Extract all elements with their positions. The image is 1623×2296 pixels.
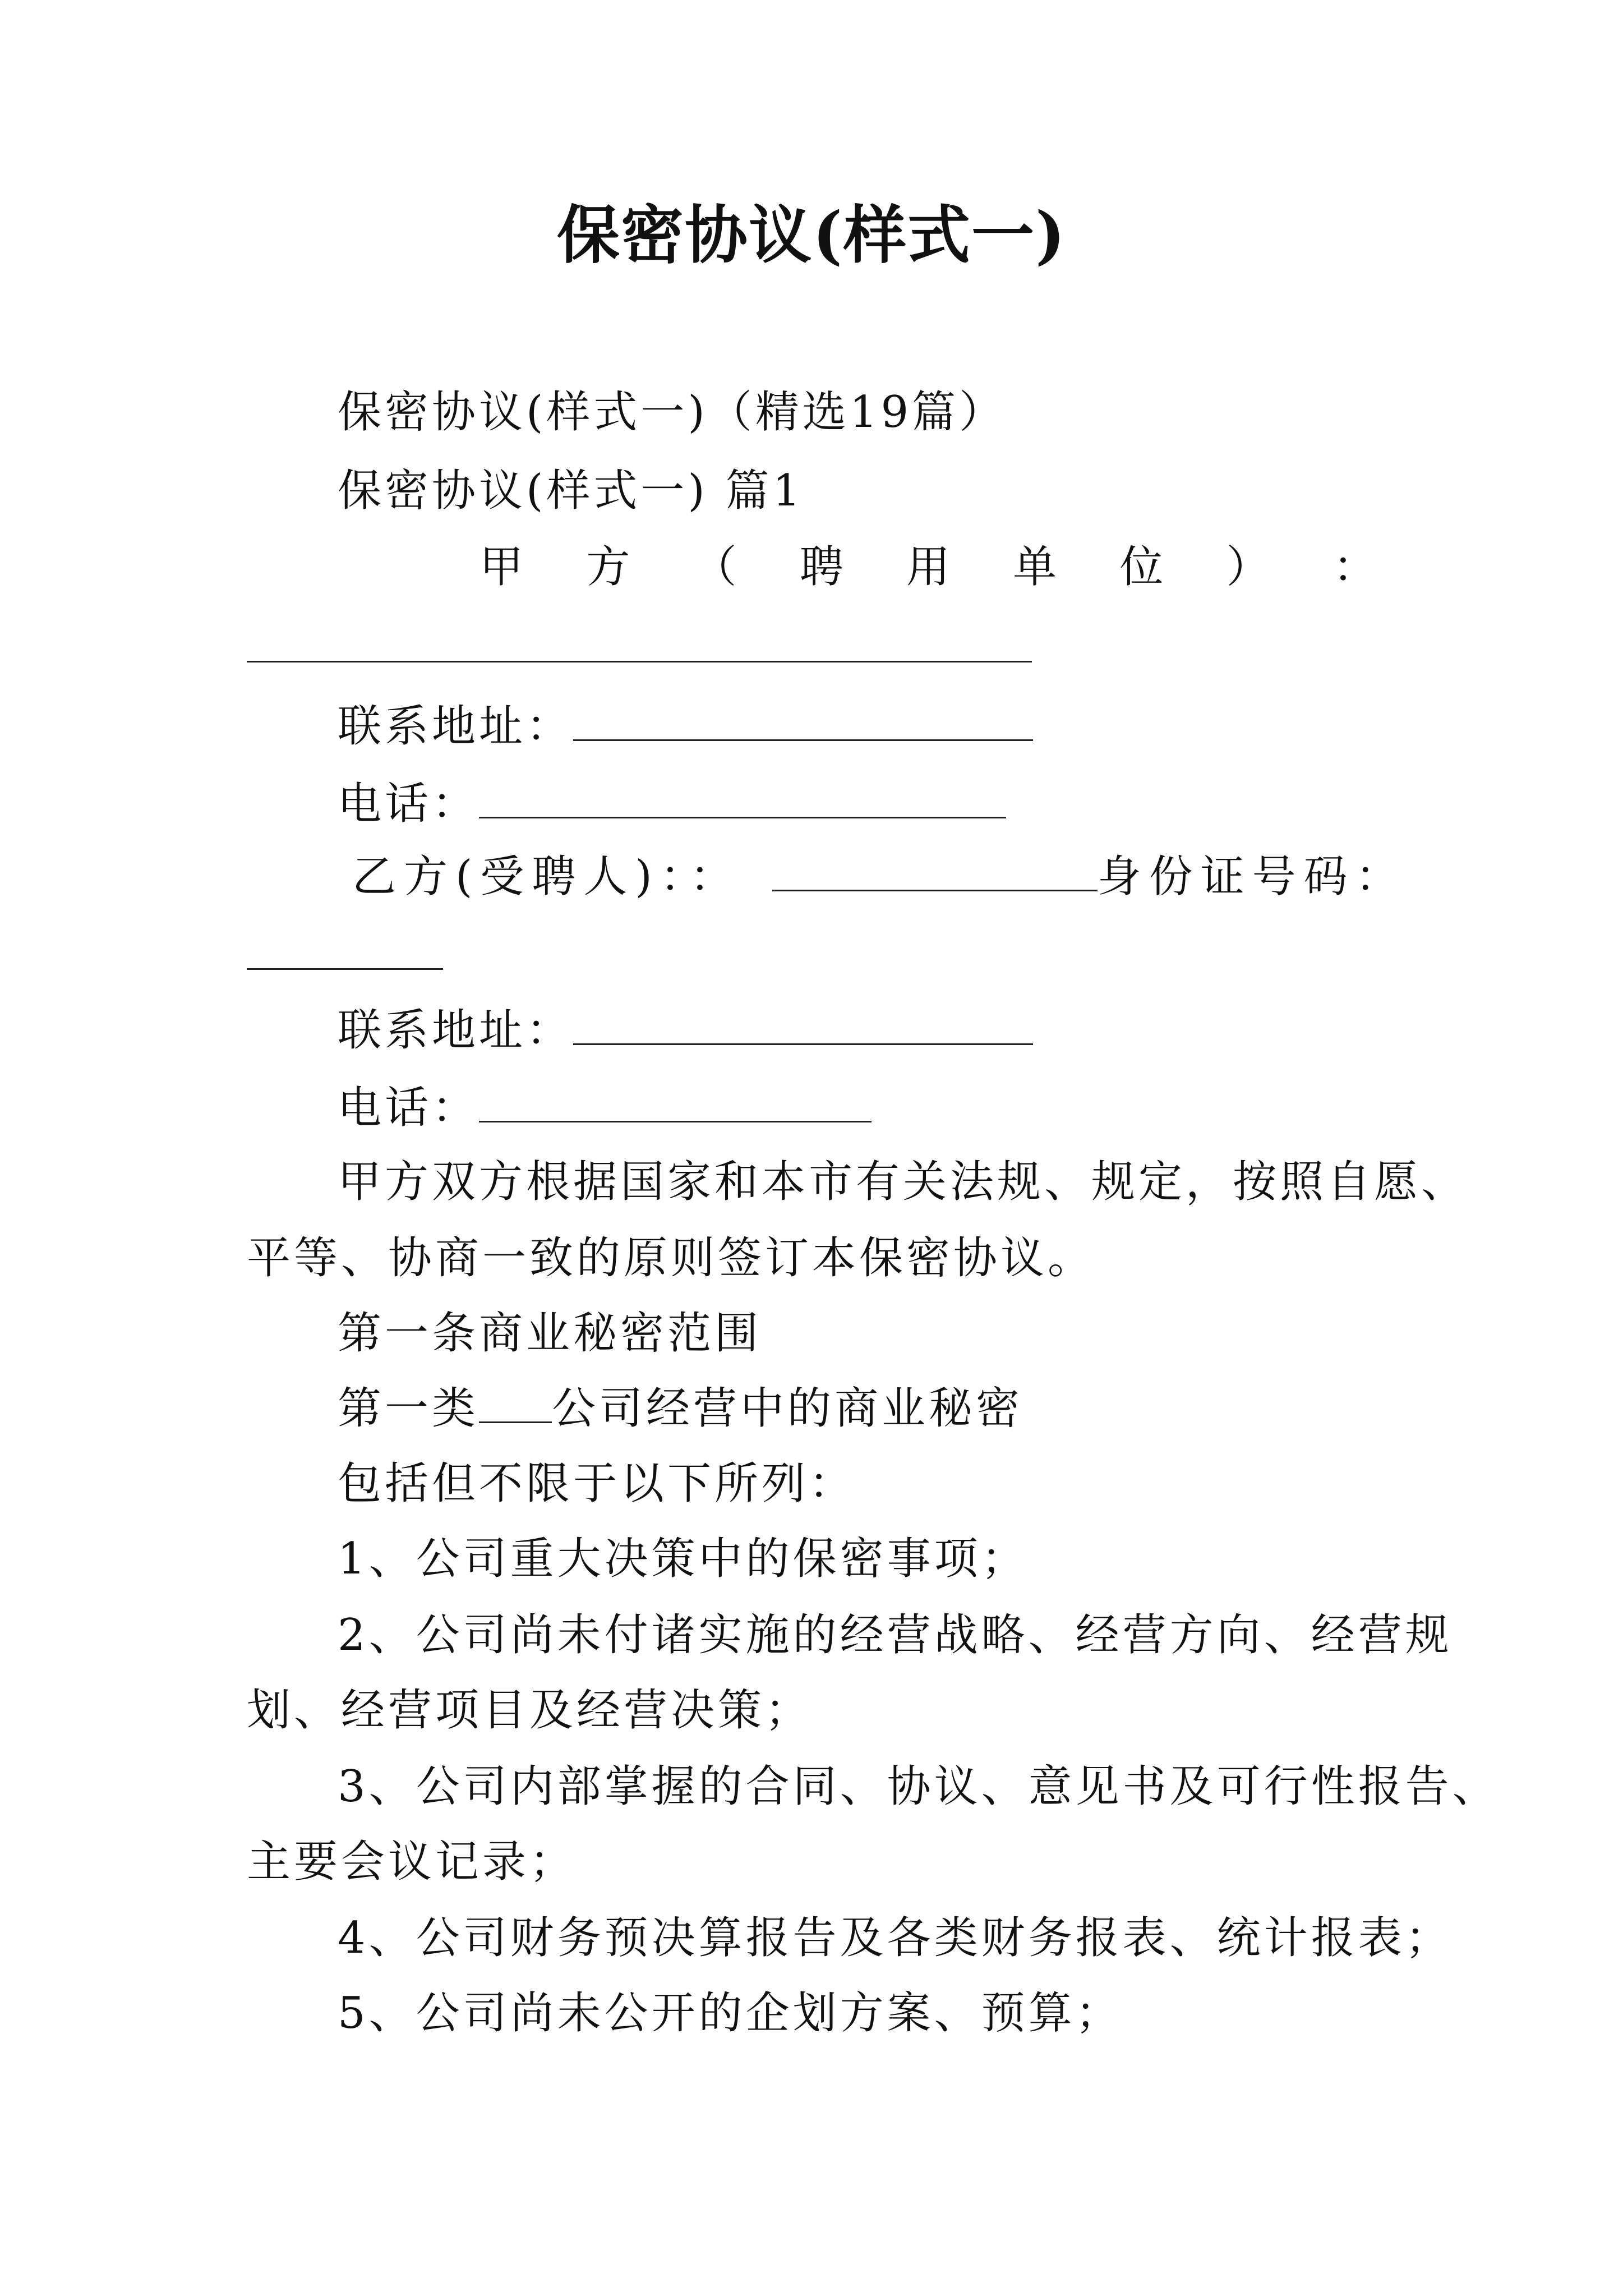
party-b-address-blank bbox=[573, 1004, 1033, 1045]
section-heading: 保密协议(样式一) 篇1 bbox=[338, 466, 804, 516]
category-1-suffix: 公司经营中的商业秘密 bbox=[552, 1383, 1023, 1434]
party-a-name-blank bbox=[247, 661, 1032, 662]
party-b-row bbox=[352, 846, 1407, 908]
list-item: 3、公司内部掌握的合同、协议、意见书及可行性报告、 bbox=[338, 1761, 1500, 1812]
party-b-label: 乙方(受聘人)：： bbox=[352, 852, 741, 902]
party-a-address-label: 联系地址： bbox=[338, 701, 574, 752]
party-b-address-row bbox=[338, 1000, 1033, 1061]
list-item-continuation: 划、经营项目及经营决策； bbox=[247, 1685, 813, 1736]
article-1-heading: 第一条商业秘密范围 bbox=[338, 1308, 762, 1359]
intro-paragraph-line1: 甲方双方根据国家和本市有关法规、规定，按照自愿、 bbox=[338, 1157, 1469, 1207]
category-1-blank bbox=[479, 1382, 552, 1423]
party-b-address-label: 联系地址： bbox=[338, 1005, 574, 1056]
party-a-char: ： bbox=[1332, 542, 1377, 592]
party-b-id-label: 身份证号码： bbox=[1097, 852, 1407, 902]
party-a-char: 方 bbox=[586, 542, 630, 592]
party-a-char: 甲 bbox=[479, 542, 524, 592]
party-b-phone-label: 电话： bbox=[338, 1083, 479, 1133]
list-item: 5、公司尚未公开的企划方案、预算； bbox=[338, 1988, 1123, 2039]
party-a-char: 单 bbox=[1013, 542, 1057, 592]
party-a-phone-row bbox=[338, 773, 1006, 835]
party-a-address-blank bbox=[573, 700, 1033, 741]
party-a-label bbox=[479, 536, 1377, 598]
party-a-char: 位 bbox=[1119, 542, 1164, 592]
list-item: 1、公司重大决策中的保密事项； bbox=[338, 1534, 1029, 1584]
list-item: 2、公司尚未付诸实施的经营战略、经营方向、经营规 bbox=[338, 1610, 1453, 1660]
includes-line: 包括但不限于以下所列： bbox=[338, 1458, 856, 1509]
party-b-name-blank bbox=[772, 850, 1098, 891]
category-1-prefix: 第一类 bbox=[338, 1383, 479, 1434]
document-title: 保密协议(样式一) bbox=[557, 199, 1066, 272]
document-subtitle: 保密协议(样式一)（精选19篇） bbox=[338, 387, 1007, 438]
party-a-phone-blank bbox=[479, 777, 1006, 818]
party-a-char: （ bbox=[693, 542, 737, 592]
party-a-address-row bbox=[338, 696, 1033, 757]
party-b-id-blank bbox=[247, 968, 443, 970]
list-item: 4、公司财务预决算报告及各类财务报表、统计报表； bbox=[338, 1913, 1453, 1963]
category-1-row bbox=[338, 1378, 1023, 1439]
list-item-continuation: 主要会议记录； bbox=[247, 1837, 577, 1887]
party-b-phone-blank bbox=[479, 1082, 872, 1122]
party-a-char: 聘 bbox=[799, 542, 843, 592]
intro-paragraph-line2: 平等、协商一致的原则签订本保密协议。 bbox=[247, 1233, 1095, 1283]
party-a-phone-label: 电话： bbox=[338, 779, 479, 829]
party-a-char: 用 bbox=[906, 542, 950, 592]
party-b-phone-row bbox=[338, 1077, 872, 1139]
party-a-char: ） bbox=[1226, 542, 1270, 592]
